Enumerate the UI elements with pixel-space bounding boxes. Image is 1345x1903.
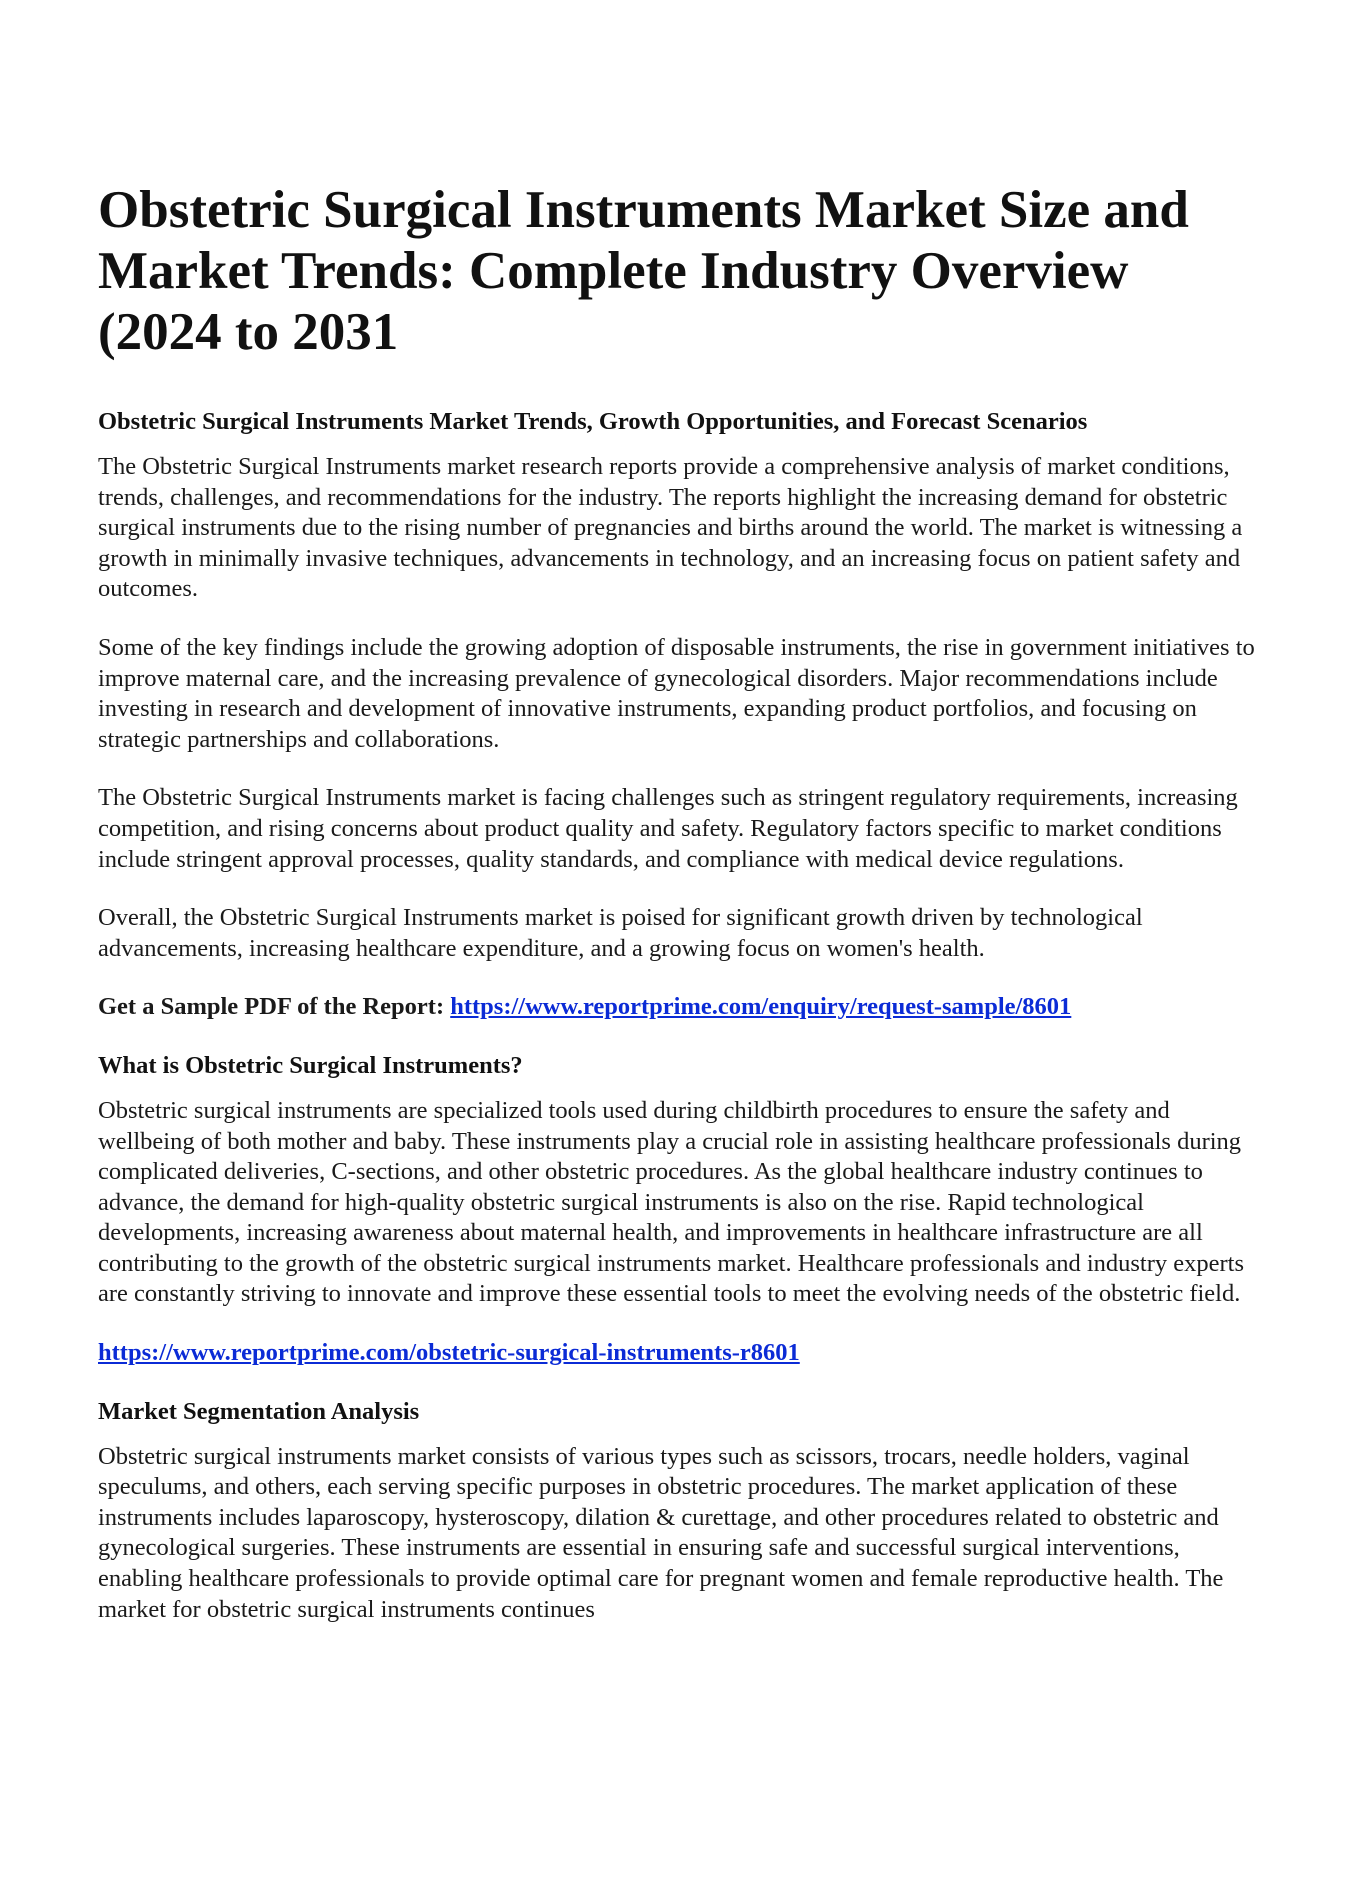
sample-pdf-line xyxy=(98,992,1258,1023)
paragraph-intro: The Obstetric Surgical Instruments market research reports provide a comprehensive analysis of market conditions, trends, challenges, and recommendations for the industry. The reports highlight the increasing demand for obstetric surgical instruments due to the rising number of pregnancies and births around the world. The market is witnessing a growth in minimally invasive techniques, advancements in technology, and an increasing focus on patient safety and outcomes. xyxy=(98,453,1243,603)
page-subtitle: Obstetric Surgical Instruments Market Trends, Growth Opportunities, and Forecast Scenarios xyxy=(98,408,1088,435)
report-link[interactable]: https://www.reportprime.com/obstetric-surgical-instruments-r8601 xyxy=(98,1339,800,1367)
segmentation-heading: Market Segmentation Analysis xyxy=(98,1397,420,1425)
document-page xyxy=(98,180,1258,1653)
paragraph-findings: Some of the key findings include the growing adoption of disposable instruments, the rise in government initiatives to improve maternal care, and the increasing prevalence of gynecological disorders. Major recommendations include investing in research and development of innovative instruments, expanding product portfolios, and focusing on strategic partnerships and collaborations. xyxy=(98,633,1255,753)
segmentation-paragraph: Obstetric surgical instruments market consists of various types such as scissors, trocars, needle holders, vaginal speculums, and others, each serving specific purposes in obstetric procedures. The market application of these instruments includes laparoscopy, hysteroscopy, dilation & curettage, and other procedures related to obstetric and gynecological surgeries. These instruments are essential in ensuring safe and successful surgical interventions, enabling healthcare professionals to provide optimal care for pregnant women and female reproductive health. The market for obstetric surgical instruments continues xyxy=(98,1442,1224,1623)
sample-pdf-link[interactable]: https://www.reportprime.com/enquiry/request-sample/8601 xyxy=(450,993,1072,1021)
report-link-line xyxy=(98,1338,1258,1369)
what-is-paragraph: Obstetric surgical instruments are specialized tools used during childbirth procedures to ensure the safety and wellbeing of both mother and baby. These instruments play a crucial role in assisting healthcare professionals during complicated deliveries, C-sections, and other obstetric procedures. As the global healthcare industry continues to advance, the demand for high-quality obstetric surgical instruments is also on the rise. Rapid technological developments, increasing awareness about maternal health, and improvements in healthcare infrastructure are all contributing to the growth of the obstetric surgical instruments market. Healthcare professionals and industry experts are constantly striving to innovate and improve these essential tools to meet the evolving needs of the obstetric field. xyxy=(98,1096,1244,1308)
paragraph-challenges: The Obstetric Surgical Instruments market is facing challenges such as stringent regulatory requirements, increasing competition, and rising concerns about product quality and safety. Regulatory factors specific to market conditions include stringent approval processes, quality standards, and compliance with medical device regulations. xyxy=(98,784,1238,873)
paragraph-overall: Overall, the Obstetric Surgical Instruments market is poised for significant growth driven by technological advancements, increasing healthcare expenditure, and a growing focus on women's health. xyxy=(98,904,1143,962)
page-title: Obstetric Surgical Instruments Market Size and Market Trends: Complete Industry Overview (2024 to 2031 xyxy=(98,181,1189,361)
sample-pdf-label: Get a Sample PDF of the Report: xyxy=(98,993,451,1021)
what-is-heading: What is Obstetric Surgical Instruments? xyxy=(98,1051,523,1079)
